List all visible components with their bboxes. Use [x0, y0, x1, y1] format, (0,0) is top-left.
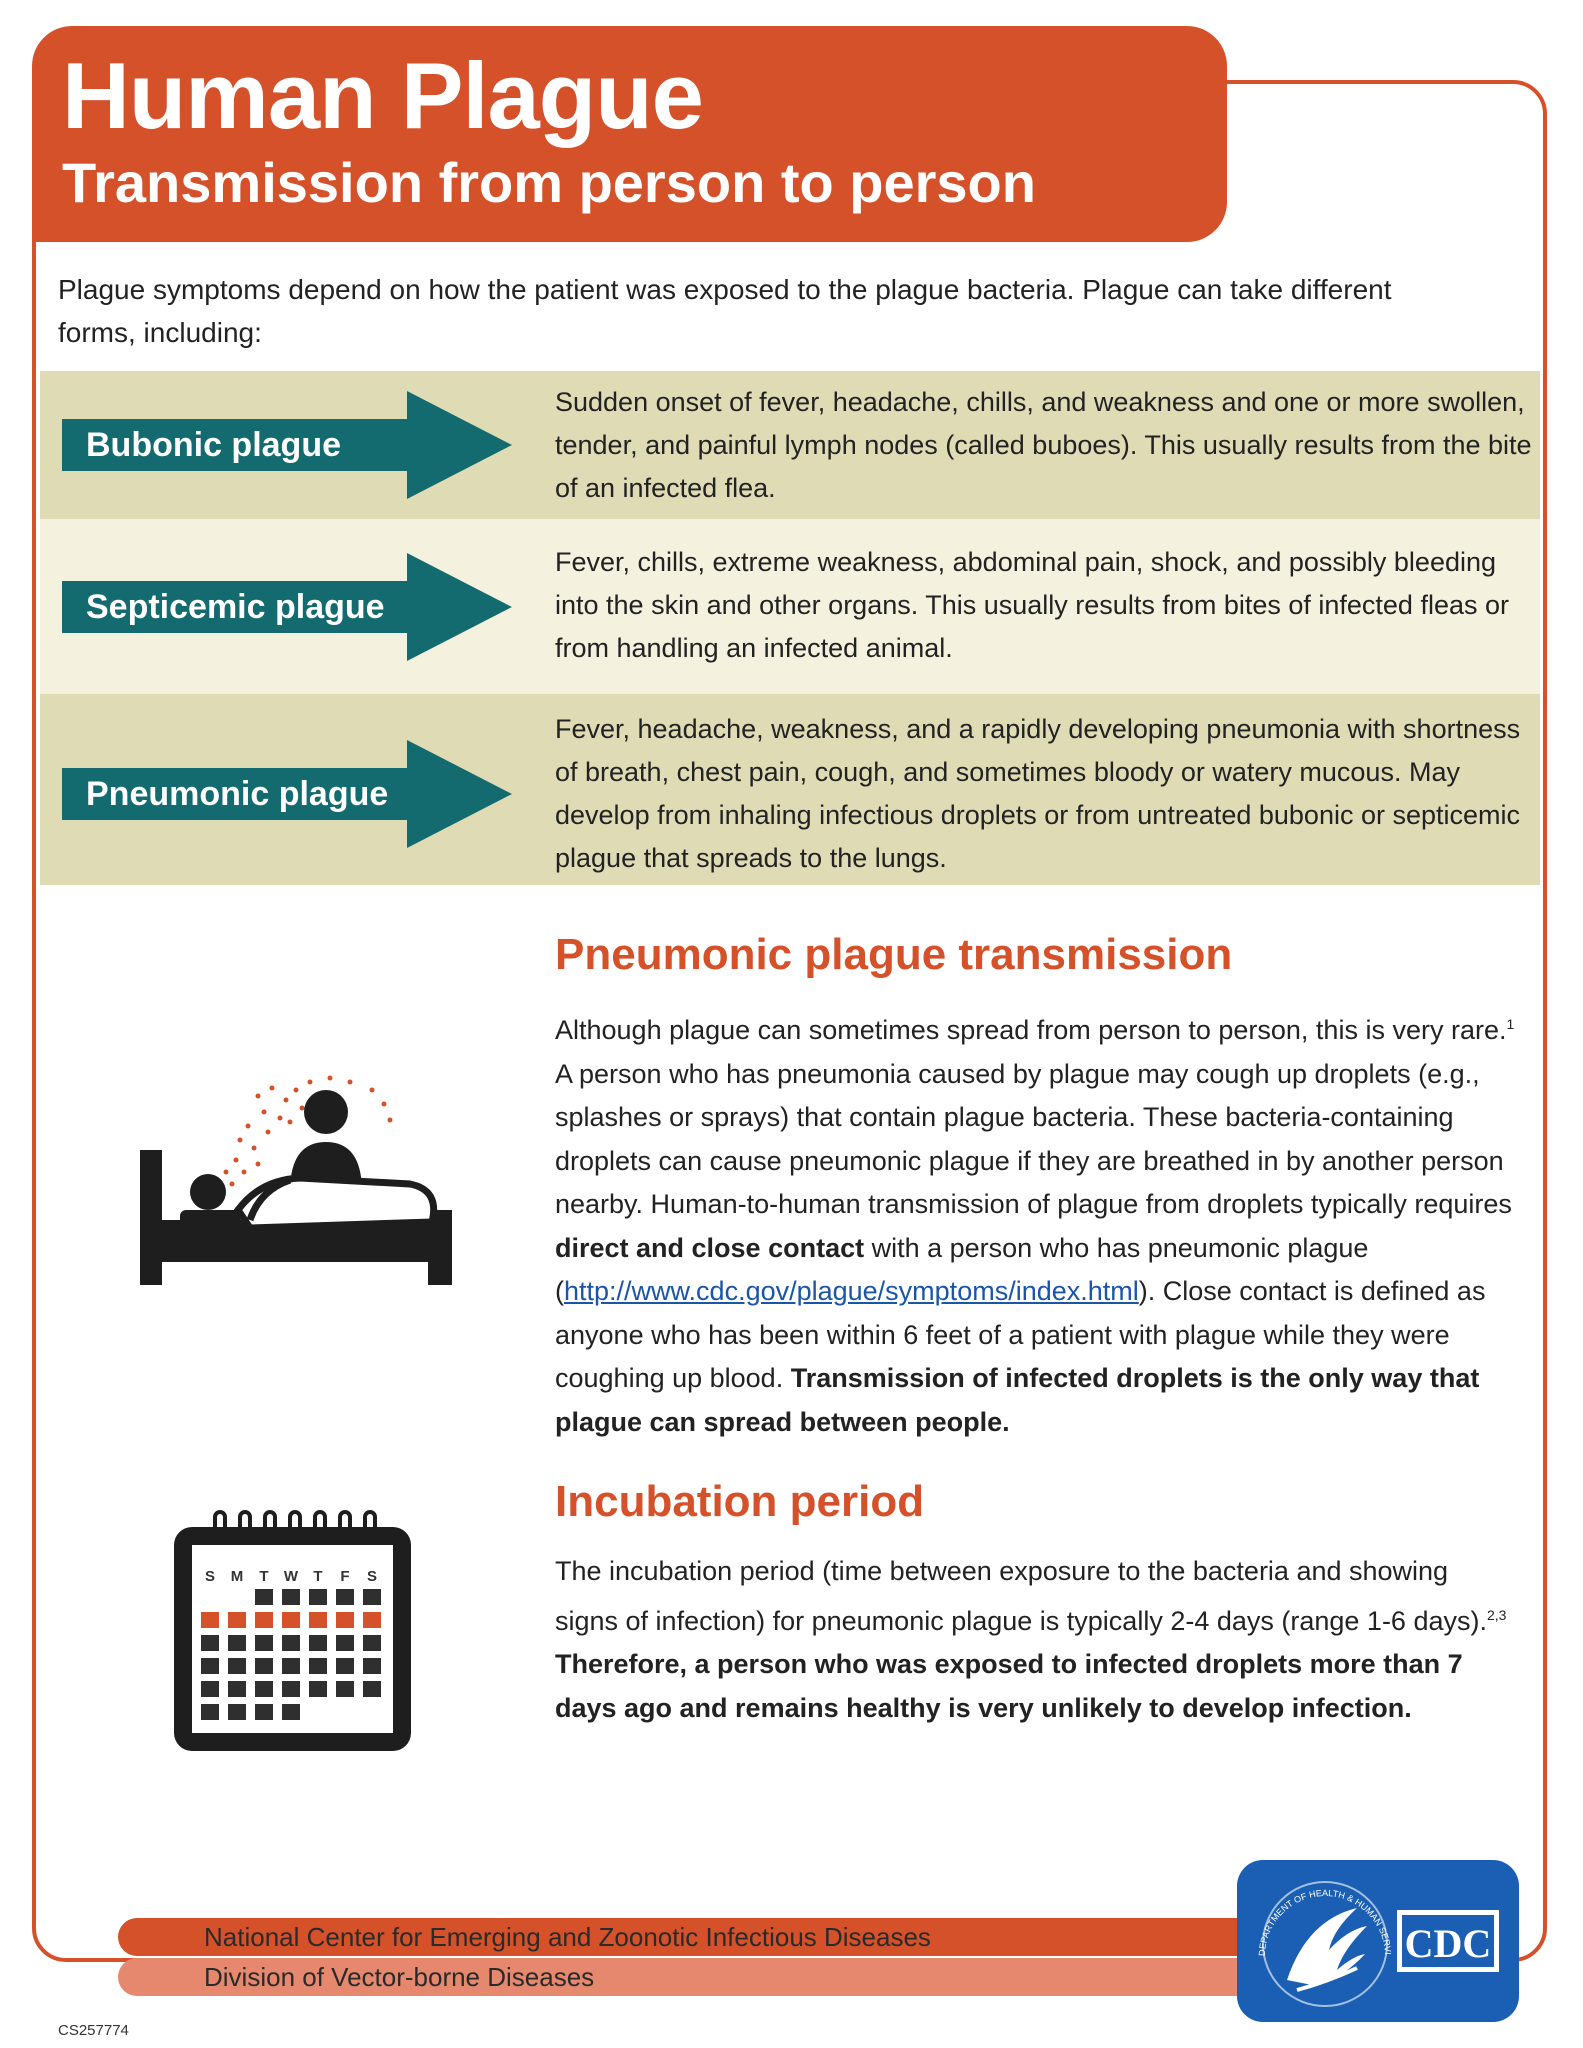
transmission-body: Although plague can sometimes spread from person to person, this is very rare.$^1$ A person who has pneumonia caused by plague may cough up droplets (e.g., splashes or sprays) that contain plague bacteria. These bacteria-containing droplets can cause pneumonic plague if they are breathed in by another person nearby. Human-to-human transmission of plague from droplets typically requires direct and close contact with a person who has pneumonic plague (http://www.cdc.gov/plague/symptoms/index.html). Close contact is defined as anyone who has been within 6 feet of a patient with plague while they were coughing up blood. Transmission of infected droplets is the only way that plague can spread between people. — [555, 1015, 1515, 1437]
logo-badge — [1237, 1860, 1519, 2022]
calendar-day-cell — [282, 1681, 300, 1697]
symptoms-link[interactable]: http://www.cdc.gov/plague/symptoms/index.html — [564, 1276, 1139, 1306]
calendar-day-cell — [282, 1635, 300, 1651]
calendar-day-cell — [255, 1612, 273, 1628]
page-title: Human Plague — [62, 43, 703, 148]
form-row-pneumonic — [40, 694, 1540, 885]
calendar-day-cell — [282, 1658, 300, 1674]
calendar-day-cell — [228, 1612, 246, 1628]
weekday-label: T — [259, 1568, 269, 1585]
calendar-day-cell — [336, 1589, 354, 1605]
calendar-day-cell — [255, 1704, 273, 1720]
calendar-day-cell — [255, 1635, 273, 1651]
form-name-bubonic: Bubonic plague — [86, 426, 341, 464]
weekday-label: T — [313, 1568, 323, 1585]
weekday-label: S — [366, 1568, 378, 1585]
calendar-day-cell — [336, 1681, 354, 1697]
form-name-septicemic: Septicemic plague — [86, 588, 385, 626]
weekday-label: S — [204, 1568, 216, 1585]
document-code: CS257774 — [58, 2022, 129, 2039]
calendar-day-cell — [201, 1681, 219, 1697]
incubation-title: Incubation period — [555, 1477, 925, 1526]
calendar-day-cell — [363, 1658, 381, 1674]
calendar-day-cell — [309, 1612, 327, 1628]
calendar-day-cell — [201, 1658, 219, 1674]
calendar-day-cell — [282, 1589, 300, 1605]
calendar-day-cell — [336, 1658, 354, 1674]
incubation-body: The incubation period (time between exposure to the bacteria and showing signs of infection) for pneumonic plague is typically 2-4 days (range 1-6 days).$^{2,3}$ Therefore, a person who was exposed to infected droplets more than 7 days ago and remains healthy is very unlikely to develop infection. — [555, 1556, 1507, 1723]
weekday-label: F — [340, 1568, 350, 1585]
arrow-pneumonic — [62, 740, 512, 848]
footer-center-name: National Center for Emerging and Zoonotic Infectious Diseases — [118, 1918, 1258, 1956]
hhs-seal-icon — [1237, 1860, 1519, 2022]
page-subtitle: Transmission from person to person — [62, 151, 1036, 214]
calendar-day-cell — [282, 1612, 300, 1628]
form-description-pneumonic: Fever, headache, weakness, and a rapidly developing pneumonia with shortness of breath, chest pain, cough, and sometimes bloody or watery mucous. May develop from inhaling infectious droplets or from untreated bubonic or septicemic plague that spreads to the lungs. — [555, 714, 1521, 873]
calendar-day-cell — [255, 1589, 273, 1605]
calendar-day-cell — [309, 1658, 327, 1674]
weekday-label: W — [283, 1568, 299, 1585]
form-name-pneumonic: Pneumonic plague — [86, 775, 389, 813]
intro-text: Plague symptoms depend on how the patient was exposed to the plague bacteria. Plague can take different forms, including: — [58, 274, 1392, 348]
calendar-day-cell — [363, 1589, 381, 1605]
form-row-septicemic — [40, 519, 1540, 694]
arrow-bubonic — [62, 391, 512, 499]
weekday-label: M — [230, 1568, 244, 1585]
calendar-day-cell — [309, 1681, 327, 1697]
calendar-day-cell — [363, 1612, 381, 1628]
calendar-day-cell — [363, 1635, 381, 1651]
form-description-septicemic: Fever, chills, extreme weakness, abdominal pain, shock, and possibly bleeding into the skin and other organs. This usually results from bites of infected fleas or from handling an infected animal. — [555, 547, 1509, 663]
calendar-day-cell — [201, 1635, 219, 1651]
calendar-day-cell — [309, 1589, 327, 1605]
patient-in-bed-icon — [140, 1060, 460, 1285]
form-description-bubonic: Sudden onset of fever, headache, chills, and weakness and one or more swollen, tender, and painful lymph nodes (called buboes). This usually results from the bite of an infected flea. — [555, 387, 1532, 503]
form-row-bubonic — [40, 371, 1540, 519]
cdc-logo-text: CDC — [1404, 1921, 1492, 1966]
calendar-day-cell — [228, 1658, 246, 1674]
calendar-day-cell — [282, 1704, 300, 1720]
calendar-day-cell — [309, 1635, 327, 1651]
transmission-title: Pneumonic plague transmission — [555, 930, 1233, 979]
calendar-day-cell — [228, 1635, 246, 1651]
footer-division-name: Division of Vector-borne Diseases — [118, 1958, 1258, 1996]
calendar-day-cell — [255, 1658, 273, 1674]
calendar-day-cell — [228, 1681, 246, 1697]
calendar-day-cell — [336, 1635, 354, 1651]
header-banner — [32, 26, 1227, 242]
calendar-icon — [170, 1505, 415, 1755]
calendar-day-cell — [228, 1704, 246, 1720]
arrow-septicemic — [62, 553, 512, 661]
calendar-day-cell — [201, 1704, 219, 1720]
calendar-day-cell — [255, 1681, 273, 1697]
calendar-day-cell — [363, 1681, 381, 1697]
calendar-day-cell — [336, 1612, 354, 1628]
seal-text: DEPARTMENT OF HEALTH & HUMAN SERVI — [1256, 1887, 1393, 1957]
calendar-day-cell — [201, 1612, 219, 1628]
